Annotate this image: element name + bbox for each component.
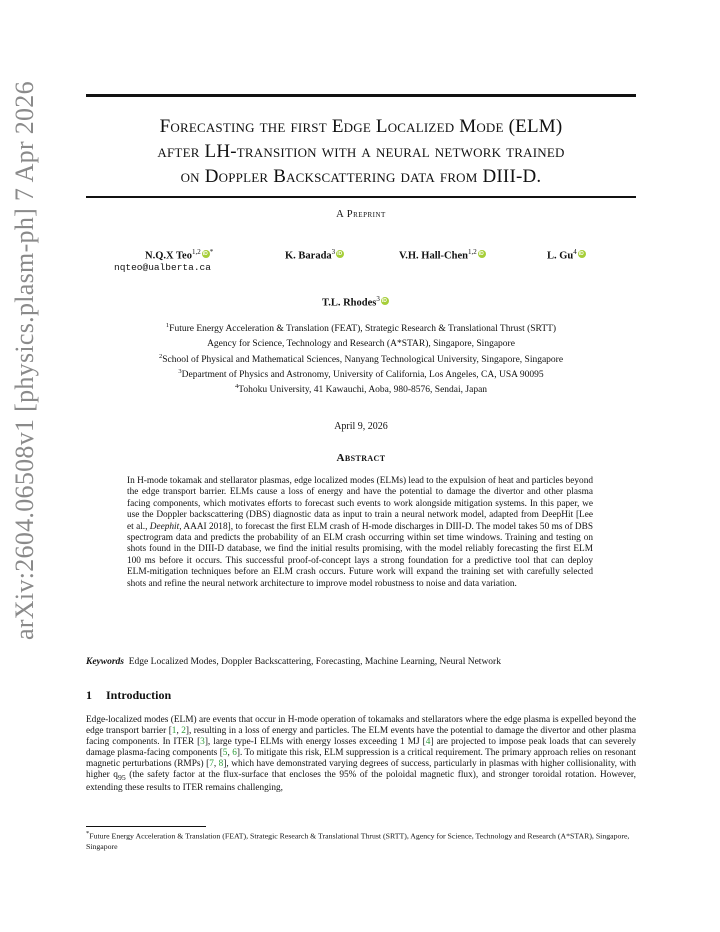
affiliation-number: 4 [234, 383, 239, 391]
orcid-icon[interactable] [202, 250, 210, 258]
affiliation-text: Department of Physics and Astronomy, University of California, Los Angeles, CA, USA 90095 [181, 370, 544, 381]
abstract-italic-ref: Deephit [149, 521, 180, 532]
affiliation-line [86, 381, 636, 396]
author-mark: * [209, 248, 214, 256]
affiliation-line [86, 366, 636, 381]
arxiv-identifier-stamp: arXiv:2604.06508v1 [physics.plasm-ph] 7 Apr 2026 [10, 81, 39, 640]
author-name: K. Barada [285, 250, 332, 262]
affiliation-number: 2 [158, 352, 163, 360]
section-title: Introduction [106, 688, 172, 702]
author-rhodes [322, 295, 389, 309]
affiliation-text: Tohoku University, 41 Kawauchi, Aoba, 980-8576, Sendai, Japan [238, 385, 488, 396]
keywords [86, 657, 636, 667]
citation-link[interactable]: 5 [222, 748, 228, 759]
paper-title [86, 114, 636, 189]
abstract-body: In H-mode tokamak and stellarator plasmas, edge localized modes (ELMs) lead to the expulsion of heat and particles beyond the edge transport barrier. ELMs cause a loss of energy and have the potential to damage the divertor and other plasma facing components, which motivates efforts to forecast such events to work alongside mitigation systems. In this paper, we use the Doppler backscattering (DBS) diagnostic data as input to train a neural network model, adapted from DeepHit [Lee et al., Deephit, AAAI 2018], to forecast the first ELM crash of H-mode discharges in DIII-D. The model takes 50 ms of DBS spectrogram data and predicts the probability of an ELM crash occurring within set time windows. Training and testing on shots found in the DIII-D database, we find the initial results promising, with the model reliably forecasting the first ELM 100 ms before it occurs. This successful proof-of-concept lays a strong foundation for a predictive tool that can deploy ELM-mitigation techniques before an ELM crash occurs. Future work will expand the training set with carefully selected shots and refine the neural network architecture to improve model robustness to noise and data variation. [127, 476, 593, 589]
citation-link[interactable]: 4 [425, 737, 431, 748]
title-bottom-rule [86, 196, 636, 198]
title-line: on Doppler Backscattering data from DIII-D. [180, 166, 542, 187]
preprint-label: A Preprint [336, 209, 386, 220]
author-name: L. Gu [547, 250, 574, 262]
citation-link[interactable]: 3 [200, 737, 205, 748]
section-heading [86, 688, 171, 703]
keywords-list: Edge Localized Modes, Doppler Backscattering, Forecasting, Machine Learning, Neural Network [128, 657, 501, 667]
footnote-rule [86, 826, 206, 827]
author-affil-sup: 3 [331, 248, 336, 256]
author-barada [285, 248, 344, 262]
footnote-mark: * [86, 830, 90, 837]
orcid-icon[interactable] [381, 297, 389, 305]
footnote-text: Future Energy Acceleration & Translation (FEAT), Strategic Research & Translational Thrust (SRTT), Agency for Science, Technology and Research (A*STAR), Singapore, Singapore [86, 831, 630, 851]
keywords-label: Keywords [86, 657, 124, 667]
footnote [86, 829, 636, 852]
orcid-icon[interactable] [478, 250, 486, 258]
title-line: Forecasting the first Edge Localized Mode (ELM) [159, 116, 563, 137]
author-affil-sup: 1,2 [467, 248, 477, 256]
author-name: V.H. Hall-Chen [399, 250, 468, 262]
affiliation-text: Agency for Science, Technology and Research (A*STAR), Singapore, Singapore [207, 339, 515, 350]
author-name: T.L. Rhodes [322, 297, 377, 309]
introduction-paragraph: Edge-localized modes (ELM) are events that occur in H-mode operation of tokamaks and stellarators where the edge plasma is expelled beyond the edge transport barrier [1, 2], resulting in a loss of energy and particles. The ELM events have the potential to damage the divertor and other plasma facing components. In ITER [3], large type-I ELMs with energy losses exceeding 1 MJ [4] are projected to impose peak loads that can severely damage plasma-facing components [5, 6]. To mitigate this risk, ELM suppression is a critical requirement. The primary approach relies on resonant magnetic perturbations (RMPs) [7, 8], which have demonstrated varying degrees of success, particularly in plasmas with higher collisionality, with higher $q_{95}$ (the safety factor at the flux-surface that encloses the 95% of the poloidal magnetic flux), and stronger toroidal rotation. However, extending these results to ITER remains challenging, [86, 715, 636, 794]
title-top-rule [86, 94, 636, 97]
orcid-icon[interactable] [578, 250, 586, 258]
author-gu [547, 248, 586, 262]
affiliation-text: School of Physical and Mathematical Sciences, Nanyang Technological University, Singapore, Singapore [162, 354, 564, 365]
affiliation-line [86, 335, 636, 350]
citation-link[interactable]: 2 [181, 726, 186, 737]
citation-link[interactable]: 6 [232, 748, 237, 759]
author-email[interactable]: nqteo@ualberta.ca [114, 262, 211, 273]
q95-subscript: 95 [117, 773, 126, 783]
title-line: after LH-transition with a neural network trained [157, 141, 565, 162]
author-affil-sup: 1,2 [191, 248, 201, 256]
affiliation-line [86, 320, 636, 335]
citation-link[interactable]: 1 [171, 726, 177, 737]
author-teo [145, 248, 213, 262]
affiliation-number: 1 [165, 322, 170, 329]
abstract-heading: Abstract [336, 452, 386, 464]
citation-link[interactable]: 8 [218, 759, 224, 770]
publication-date: April 9, 2026 [334, 421, 388, 432]
author-name: N.Q.X Teo [145, 250, 192, 262]
author-hall-chen [399, 248, 486, 262]
orcid-icon[interactable] [336, 250, 344, 258]
author-affil-sup: 3 [376, 295, 380, 303]
author-affil-sup: 4 [573, 248, 577, 256]
affiliation-line [86, 351, 636, 366]
citation-link[interactable]: 7 [209, 759, 214, 770]
affiliations [86, 320, 636, 397]
affiliation-number: 3 [178, 368, 182, 376]
section-number: 1 [86, 688, 92, 702]
affiliation-text: Future Energy Acceleration & Translation (FEAT), Strategic Research & Translational Thrust (SRTT) [169, 324, 557, 335]
